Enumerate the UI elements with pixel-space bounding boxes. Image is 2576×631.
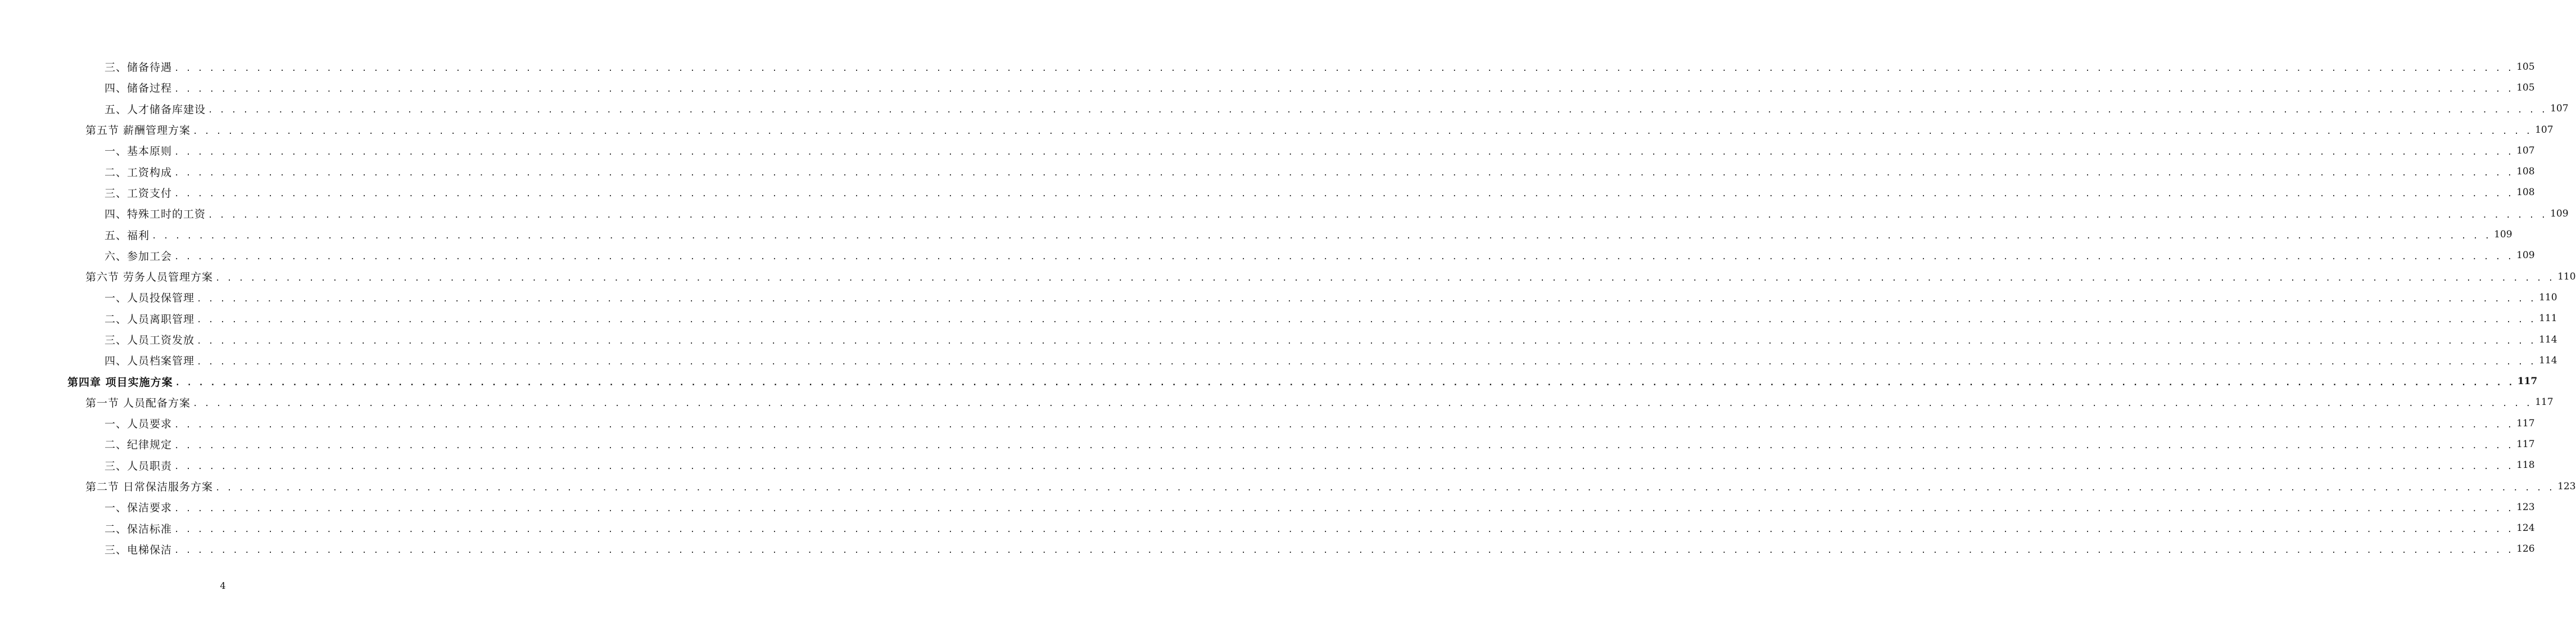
toc-entry[interactable] <box>0 308 2557 329</box>
toc-entry[interactable] <box>0 476 2576 497</box>
toc-entry-title: 二、纪律规定 <box>105 439 173 452</box>
dot-leader: . . . . . . . . . . . . . . . . . . . . . . . . . . . . . . . . . . . . . . . . . . . . . . . . . . . . . . . . . . . . . . . . . . . . . . . . . . . . . . . . . . . . . . . . . . . . . . . . . . . . . . . . . . . . . . . . . . . . . . . . . . . . . . . . . . . . . . . . . . . . . . . . . . . . . . . . . . . . . . . . . . . . . . . . . . . . . . . . . . . . . . . . . . . . . . . . . . . . . . . . <box>174 64 2514 73</box>
toc-entry-page: 107 <box>2550 103 2569 115</box>
dot-leader: . . . . . . . . . . . . . . . . . . . . . . . . . . . . . . . . . . . . . . . . . . . . . . . . . . . . . . . . . . . . . . . . . . . . . . . . . . . . . . . . . . . . . . . . . . . . . . . . . . . . . . . . . . . . . . . . . . . . . . . . . . . . . . . . . . . . . . . . . . . . . . . . . . . . . . . . . . . . . . . . . . . . . . . . . . . . . . . . . . . . . . . . . . . . . . . . . . . . . . . . <box>197 336 2536 346</box>
dot-leader: . . . . . . . . . . . . . . . . . . . . . . . . . . . . . . . . . . . . . . . . . . . . . . . . . . . . . . . . . . . . . . . . . . . . . . . . . . . . . . . . . . . . . . . . . . . . . . . . . . . . . . . . . . . . . . . . . . . . . . . . . . . . . . . . . . . . . . . . . . . . . . . . . . . . . . . . . . . . . . . . . . . . . . . . . . . . . . . . . . . . . . . . . . . . . . . . . . . . . . . . <box>174 420 2514 430</box>
toc-entry-title: 三、储备待遇 <box>105 61 173 74</box>
toc-entry[interactable] <box>0 56 2535 77</box>
toc-entry-title: 第四章 项目实施方案 <box>67 376 173 389</box>
dot-leader: . . . . . . . . . . . . . . . . . . . . . . . . . . . . . . . . . . . . . . . . . . . . . . . . . . . . . . . . . . . . . . . . . . . . . . . . . . . . . . . . . . . . . . . . . . . . . . . . . . . . . . . . . . . . . . . . . . . . . . . . . . . . . . . . . . . . . . . . . . . . . . . . . . . . . . . . . . . . . . . . . . . . . . . . . . . . . . . . . . . . . . . . . . . . . . . . . . . . . . . . <box>197 294 2536 304</box>
dot-leader: . . . . . . . . . . . . . . . . . . . . . . . . . . . . . . . . . . . . . . . . . . . . . . . . . . . . . . . . . . . . . . . . . . . . . . . . . . . . . . . . . . . . . . . . . . . . . . . . . . . . . . . . . . . . . . . . . . . . . . . . . . . . . . . . . . . . . . . . . . . . . . . . . . . . . . . . . . . . . . . . . . . . . . . . . . . . . . . . . . . . . . . . . . . . . . . . . . . . . . . . <box>197 316 2536 325</box>
dot-leader: . . . . . . . . . . . . . . . . . . . . . . . . . . . . . . . . . . . . . . . . . . . . . . . . . . . . . . . . . . . . . . . . . . . . . . . . . . . . . . . . . . . . . . . . . . . . . . . . . . . . . . . . . . . . . . . . . . . . . . . . . . . . . . . . . . . . . . . . . . . . . . . . . . . . . . . . . . . . . . . . . . . . . . . . . . . . . . . . . . . . . . . . . . . . . . . . . . . . . . . . <box>174 169 2514 178</box>
toc-entry[interactable] <box>0 98 2569 119</box>
toc-entry-title: 第五节 薪酬管理方案 <box>85 124 191 137</box>
dot-leader: . . . . . . . . . . . . . . . . . . . . . . . . . . . . . . . . . . . . . . . . . . . . . . . . . . . . . . . . . . . . . . . . . . . . . . . . . . . . . . . . . . . . . . . . . . . . . . . . . . . . . . . . . . . . . . . . . . . . . . . . . . . . . . . . . . . . . . . . . . . . . . . . . . . . . . . . . . . . . . . . . . . . . . . . . . . . . . . . . . . . . . . . . . . . . . . . . . . . . . . . <box>174 147 2514 157</box>
dot-leader: . . . . . . . . . . . . . . . . . . . . . . . . . . . . . . . . . . . . . . . . . . . . . . . . . . . . . . . . . . . . . . . . . . . . . . . . . . . . . . . . . . . . . . . . . . . . . . . . . . . . . . . . . . . . . . . . . . . . . . . . . . . . . . . . . . . . . . . . . . . . . . . . . . . . . . . . . . . . . . . . . . . . . . . . . . . . . . . . . . . . . . . . . . . . . . . . . . . . . . . . <box>174 253 2514 262</box>
toc-entry[interactable] <box>0 329 2557 350</box>
toc-entry-page: 126 <box>2516 543 2535 555</box>
toc-entry-title: 一、保洁要求 <box>105 502 173 515</box>
toc-entry[interactable] <box>0 77 2535 98</box>
toc-entry[interactable] <box>0 119 2554 140</box>
dot-leader: . . . . . . . . . . . . . . . . . . . . . . . . . . . . . . . . . . . . . . . . . . . . . . . . . . . . . . . . . . . . . . . . . . . . . . . . . . . . . . . . . . . . . . . . . . . . . . . . . . . . . . . . . . . . . . . . . . . . . . . . . . . . . . . . . . . . . . . . . . . . . . . . . . . . . . . . . . . . . . . . . . . . . . . . . . . . . . . . . . . . . . . . . . . . . . . . . . . . . . . . <box>208 210 2547 220</box>
toc-entry[interactable] <box>0 434 2535 454</box>
table-of-contents <box>0 56 2576 560</box>
toc-entry-page: 107 <box>2516 145 2535 156</box>
toc-entry-page: 108 <box>2516 187 2535 199</box>
dot-leader: . . . . . . . . . . . . . . . . . . . . . . . . . . . . . . . . . . . . . . . . . . . . . . . . . . . . . . . . . . . . . . . . . . . . . . . . . . . . . . . . . . . . . . . . . . . . . . . . . . . . . . . . . . . . . . . . . . . . . . . . . . . . . . . . . . . . . . . . . . . . . . . . . . . . . . . . . . . . . . . . . . . . . . . . . . . . . . . . . . . . . . . . . . . . . . . . . . . . . . . . <box>197 357 2536 367</box>
toc-entry-page: 118 <box>2516 459 2535 471</box>
toc-entry[interactable] <box>0 182 2535 203</box>
toc-entry-title: 第六节 劳务人员管理方案 <box>85 271 214 284</box>
dot-leader: . . . . . . . . . . . . . . . . . . . . . . . . . . . . . . . . . . . . . . . . . . . . . . . . . . . . . . . . . . . . . . . . . . . . . . . . . . . . . . . . . . . . . . . . . . . . . . . . . . . . . . . . . . . . . . . . . . . . . . . . . . . . . . . . . . . . . . . . . . . . . . . . . . . . . . . . . . . . . . . . . . . . . . . . . . . . . . . . . . . . . . . . . . . . . . . . . . . . . . . . <box>175 378 2514 388</box>
toc-entry-title: 四、特殊工时的工资 <box>105 208 206 221</box>
toc-entry-title: 二、保洁标准 <box>105 522 173 535</box>
toc-entry-title: 五、人才储备库建设 <box>105 103 206 116</box>
toc-entry-title: 三、工资支付 <box>105 187 173 200</box>
toc-entry[interactable] <box>0 350 2557 371</box>
toc-entry[interactable] <box>0 518 2535 539</box>
toc-entry-title: 六、参加工会 <box>105 250 173 263</box>
toc-entry[interactable] <box>0 287 2557 308</box>
toc-entry-title: 五、福利 <box>105 229 150 242</box>
dot-leader: . . . . . . . . . . . . . . . . . . . . . . . . . . . . . . . . . . . . . . . . . . . . . . . . . . . . . . . . . . . . . . . . . . . . . . . . . . . . . . . . . . . . . . . . . . . . . . . . . . . . . . . . . . . . . . . . . . . . . . . . . . . . . . . . . . . . . . . . . . . . . . . . . . . . . . . . . . . . . . . . . . . . . . . . . . . . . . . . . . . . . . . . . . . . . . . . . . . . . . . . <box>193 399 2532 409</box>
toc-entry-page: 114 <box>2539 354 2557 366</box>
toc-entry-page: 108 <box>2516 166 2535 178</box>
dot-leader: . . . . . . . . . . . . . . . . . . . . . . . . . . . . . . . . . . . . . . . . . . . . . . . . . . . . . . . . . . . . . . . . . . . . . . . . . . . . . . . . . . . . . . . . . . . . . . . . . . . . . . . . . . . . . . . . . . . . . . . . . . . . . . . . . . . . . . . . . . . . . . . . . . . . . . . . . . . . . . . . . . . . . . . . . . . . . . . . . . . . . . . . . . . . . . . . . . . . . . . . <box>215 483 2555 493</box>
toc-entry-page: 114 <box>2539 333 2557 345</box>
toc-entry[interactable] <box>0 203 2569 224</box>
toc-entry-title: 第二节 日常保洁服务方案 <box>85 481 214 494</box>
toc-entry-title: 三、人员职责 <box>105 459 173 472</box>
toc-entry[interactable] <box>0 455 2535 476</box>
toc-entry-page: 109 <box>2494 229 2512 241</box>
toc-entry[interactable] <box>0 371 2538 391</box>
page-number: 4 <box>220 580 226 591</box>
toc-entry-page: 110 <box>2557 271 2576 282</box>
toc-entry-title: 四、储备过程 <box>105 82 173 95</box>
toc-entry-title: 一、人员要求 <box>105 418 173 431</box>
toc-entry[interactable] <box>0 224 2512 245</box>
toc-entry[interactable] <box>0 140 2535 161</box>
dot-leader: . . . . . . . . . . . . . . . . . . . . . . . . . . . . . . . . . . . . . . . . . . . . . . . . . . . . . . . . . . . . . . . . . . . . . . . . . . . . . . . . . . . . . . . . . . . . . . . . . . . . . . . . . . . . . . . . . . . . . . . . . . . . . . . . . . . . . . . . . . . . . . . . . . . . . . . . . . . . . . . . . . . . . . . . . . . . . . . . . . . . . . . . . . . . . . . . . . . . . . . . <box>174 84 2514 94</box>
dot-leader: . . . . . . . . . . . . . . . . . . . . . . . . . . . . . . . . . . . . . . . . . . . . . . . . . . . . . . . . . . . . . . . . . . . . . . . . . . . . . . . . . . . . . . . . . . . . . . . . . . . . . . . . . . . . . . . . . . . . . . . . . . . . . . . . . . . . . . . . . . . . . . . . . . . . . . . . . . . . . . . . . . . . . . . . . . . . . . . . . . . . . . . . . . . . . . . . . . . . . . . . <box>174 462 2514 472</box>
dot-leader: . . . . . . . . . . . . . . . . . . . . . . . . . . . . . . . . . . . . . . . . . . . . . . . . . . . . . . . . . . . . . . . . . . . . . . . . . . . . . . . . . . . . . . . . . . . . . . . . . . . . . . . . . . . . . . . . . . . . . . . . . . . . . . . . . . . . . . . . . . . . . . . . . . . . . . . . . . . . . . . . . . . . . . . . . . . . . . . . . . . . . . . . . . . . . . . . . . . . . . . . <box>174 441 2514 450</box>
toc-entry-title: 一、基本原则 <box>105 145 173 158</box>
toc-entry[interactable] <box>0 413 2535 434</box>
toc-entry-title: 一、人员投保管理 <box>105 292 195 305</box>
toc-entry[interactable] <box>0 539 2535 560</box>
dot-leader: . . . . . . . . . . . . . . . . . . . . . . . . . . . . . . . . . . . . . . . . . . . . . . . . . . . . . . . . . . . . . . . . . . . . . . . . . . . . . . . . . . . . . . . . . . . . . . . . . . . . . . . . . . . . . . . . . . . . . . . . . . . . . . . . . . . . . . . . . . . . . . . . . . . . . . . . . . . . . . . . . . . . . . . . . . . . . . . . . . . . . . . . . . . . . . . . . . . . . . . . <box>174 504 2514 513</box>
toc-entry-title: 三、人员工资发放 <box>105 334 195 346</box>
toc-entry-page: 123 <box>2516 501 2535 513</box>
toc-entry-title: 二、工资构成 <box>105 166 173 179</box>
toc-entry[interactable] <box>0 245 2535 266</box>
dot-leader: . . . . . . . . . . . . . . . . . . . . . . . . . . . . . . . . . . . . . . . . . . . . . . . . . . . . . . . . . . . . . . . . . . . . . . . . . . . . . . . . . . . . . . . . . . . . . . . . . . . . . . . . . . . . . . . . . . . . . . . . . . . . . . . . . . . . . . . . . . . . . . . . . . . . . . . . . . . . . . . . . . . . . . . . . . . . . . . . . . . . . . . . . . . . . . . . . . . . . . . . <box>152 232 2491 241</box>
toc-entry-page: 105 <box>2516 82 2535 93</box>
toc-entry[interactable] <box>0 392 2554 413</box>
dot-leader: . . . . . . . . . . . . . . . . . . . . . . . . . . . . . . . . . . . . . . . . . . . . . . . . . . . . . . . . . . . . . . . . . . . . . . . . . . . . . . . . . . . . . . . . . . . . . . . . . . . . . . . . . . . . . . . . . . . . . . . . . . . . . . . . . . . . . . . . . . . . . . . . . . . . . . . . . . . . . . . . . . . . . . . . . . . . . . . . . . . . . . . . . . . . . . . . . . . . . . . . <box>174 546 2514 556</box>
dot-leader: . . . . . . . . . . . . . . . . . . . . . . . . . . . . . . . . . . . . . . . . . . . . . . . . . . . . . . . . . . . . . . . . . . . . . . . . . . . . . . . . . . . . . . . . . . . . . . . . . . . . . . . . . . . . . . . . . . . . . . . . . . . . . . . . . . . . . . . . . . . . . . . . . . . . . . . . . . . . . . . . . . . . . . . . . . . . . . . . . . . . . . . . . . . . . . . . . . . . . . . . <box>215 273 2555 283</box>
toc-entry-page: 123 <box>2557 480 2576 492</box>
toc-entry-title: 三、电梯保洁 <box>105 543 173 556</box>
toc-entry-title: 第一节 人员配备方案 <box>85 396 191 409</box>
toc-entry-page: 117 <box>2516 438 2535 450</box>
dot-leader: . . . . . . . . . . . . . . . . . . . . . . . . . . . . . . . . . . . . . . . . . . . . . . . . . . . . . . . . . . . . . . . . . . . . . . . . . . . . . . . . . . . . . . . . . . . . . . . . . . . . . . . . . . . . . . . . . . . . . . . . . . . . . . . . . . . . . . . . . . . . . . . . . . . . . . . . . . . . . . . . . . . . . . . . . . . . . . . . . . . . . . . . . . . . . . . . . . . . . . . . <box>193 127 2532 136</box>
toc-entry-title: 四、人员档案管理 <box>105 355 195 368</box>
toc-entry-page: 117 <box>2516 417 2535 429</box>
toc-entry-page: 124 <box>2516 522 2535 534</box>
dot-leader: . . . . . . . . . . . . . . . . . . . . . . . . . . . . . . . . . . . . . . . . . . . . . . . . . . . . . . . . . . . . . . . . . . . . . . . . . . . . . . . . . . . . . . . . . . . . . . . . . . . . . . . . . . . . . . . . . . . . . . . . . . . . . . . . . . . . . . . . . . . . . . . . . . . . . . . . . . . . . . . . . . . . . . . . . . . . . . . . . . . . . . . . . . . . . . . . . . . . . . . . <box>174 190 2514 199</box>
toc-entry-title: 二、人员离职管理 <box>105 313 195 326</box>
toc-entry-page: 105 <box>2516 61 2535 73</box>
toc-entry-page: 107 <box>2535 124 2554 136</box>
dot-leader: . . . . . . . . . . . . . . . . . . . . . . . . . . . . . . . . . . . . . . . . . . . . . . . . . . . . . . . . . . . . . . . . . . . . . . . . . . . . . . . . . . . . . . . . . . . . . . . . . . . . . . . . . . . . . . . . . . . . . . . . . . . . . . . . . . . . . . . . . . . . . . . . . . . . . . . . . . . . . . . . . . . . . . . . . . . . . . . . . . . . . . . . . . . . . . . . . . . . . . . . <box>174 525 2514 535</box>
toc-entry-page: 110 <box>2539 291 2557 303</box>
dot-leader: . . . . . . . . . . . . . . . . . . . . . . . . . . . . . . . . . . . . . . . . . . . . . . . . . . . . . . . . . . . . . . . . . . . . . . . . . . . . . . . . . . . . . . . . . . . . . . . . . . . . . . . . . . . . . . . . . . . . . . . . . . . . . . . . . . . . . . . . . . . . . . . . . . . . . . . . . . . . . . . . . . . . . . . . . . . . . . . . . . . . . . . . . . . . . . . . . . . . . . . . <box>208 106 2547 115</box>
toc-entry-page: 111 <box>2539 313 2557 324</box>
toc-entry-page: 117 <box>2517 376 2538 387</box>
toc-entry[interactable] <box>0 161 2535 182</box>
toc-entry[interactable] <box>0 497 2535 517</box>
toc-entry-page: 117 <box>2535 396 2554 408</box>
toc-entry-page: 109 <box>2550 208 2569 219</box>
toc-entry[interactable] <box>0 266 2576 287</box>
toc-entry-page: 109 <box>2516 250 2535 262</box>
